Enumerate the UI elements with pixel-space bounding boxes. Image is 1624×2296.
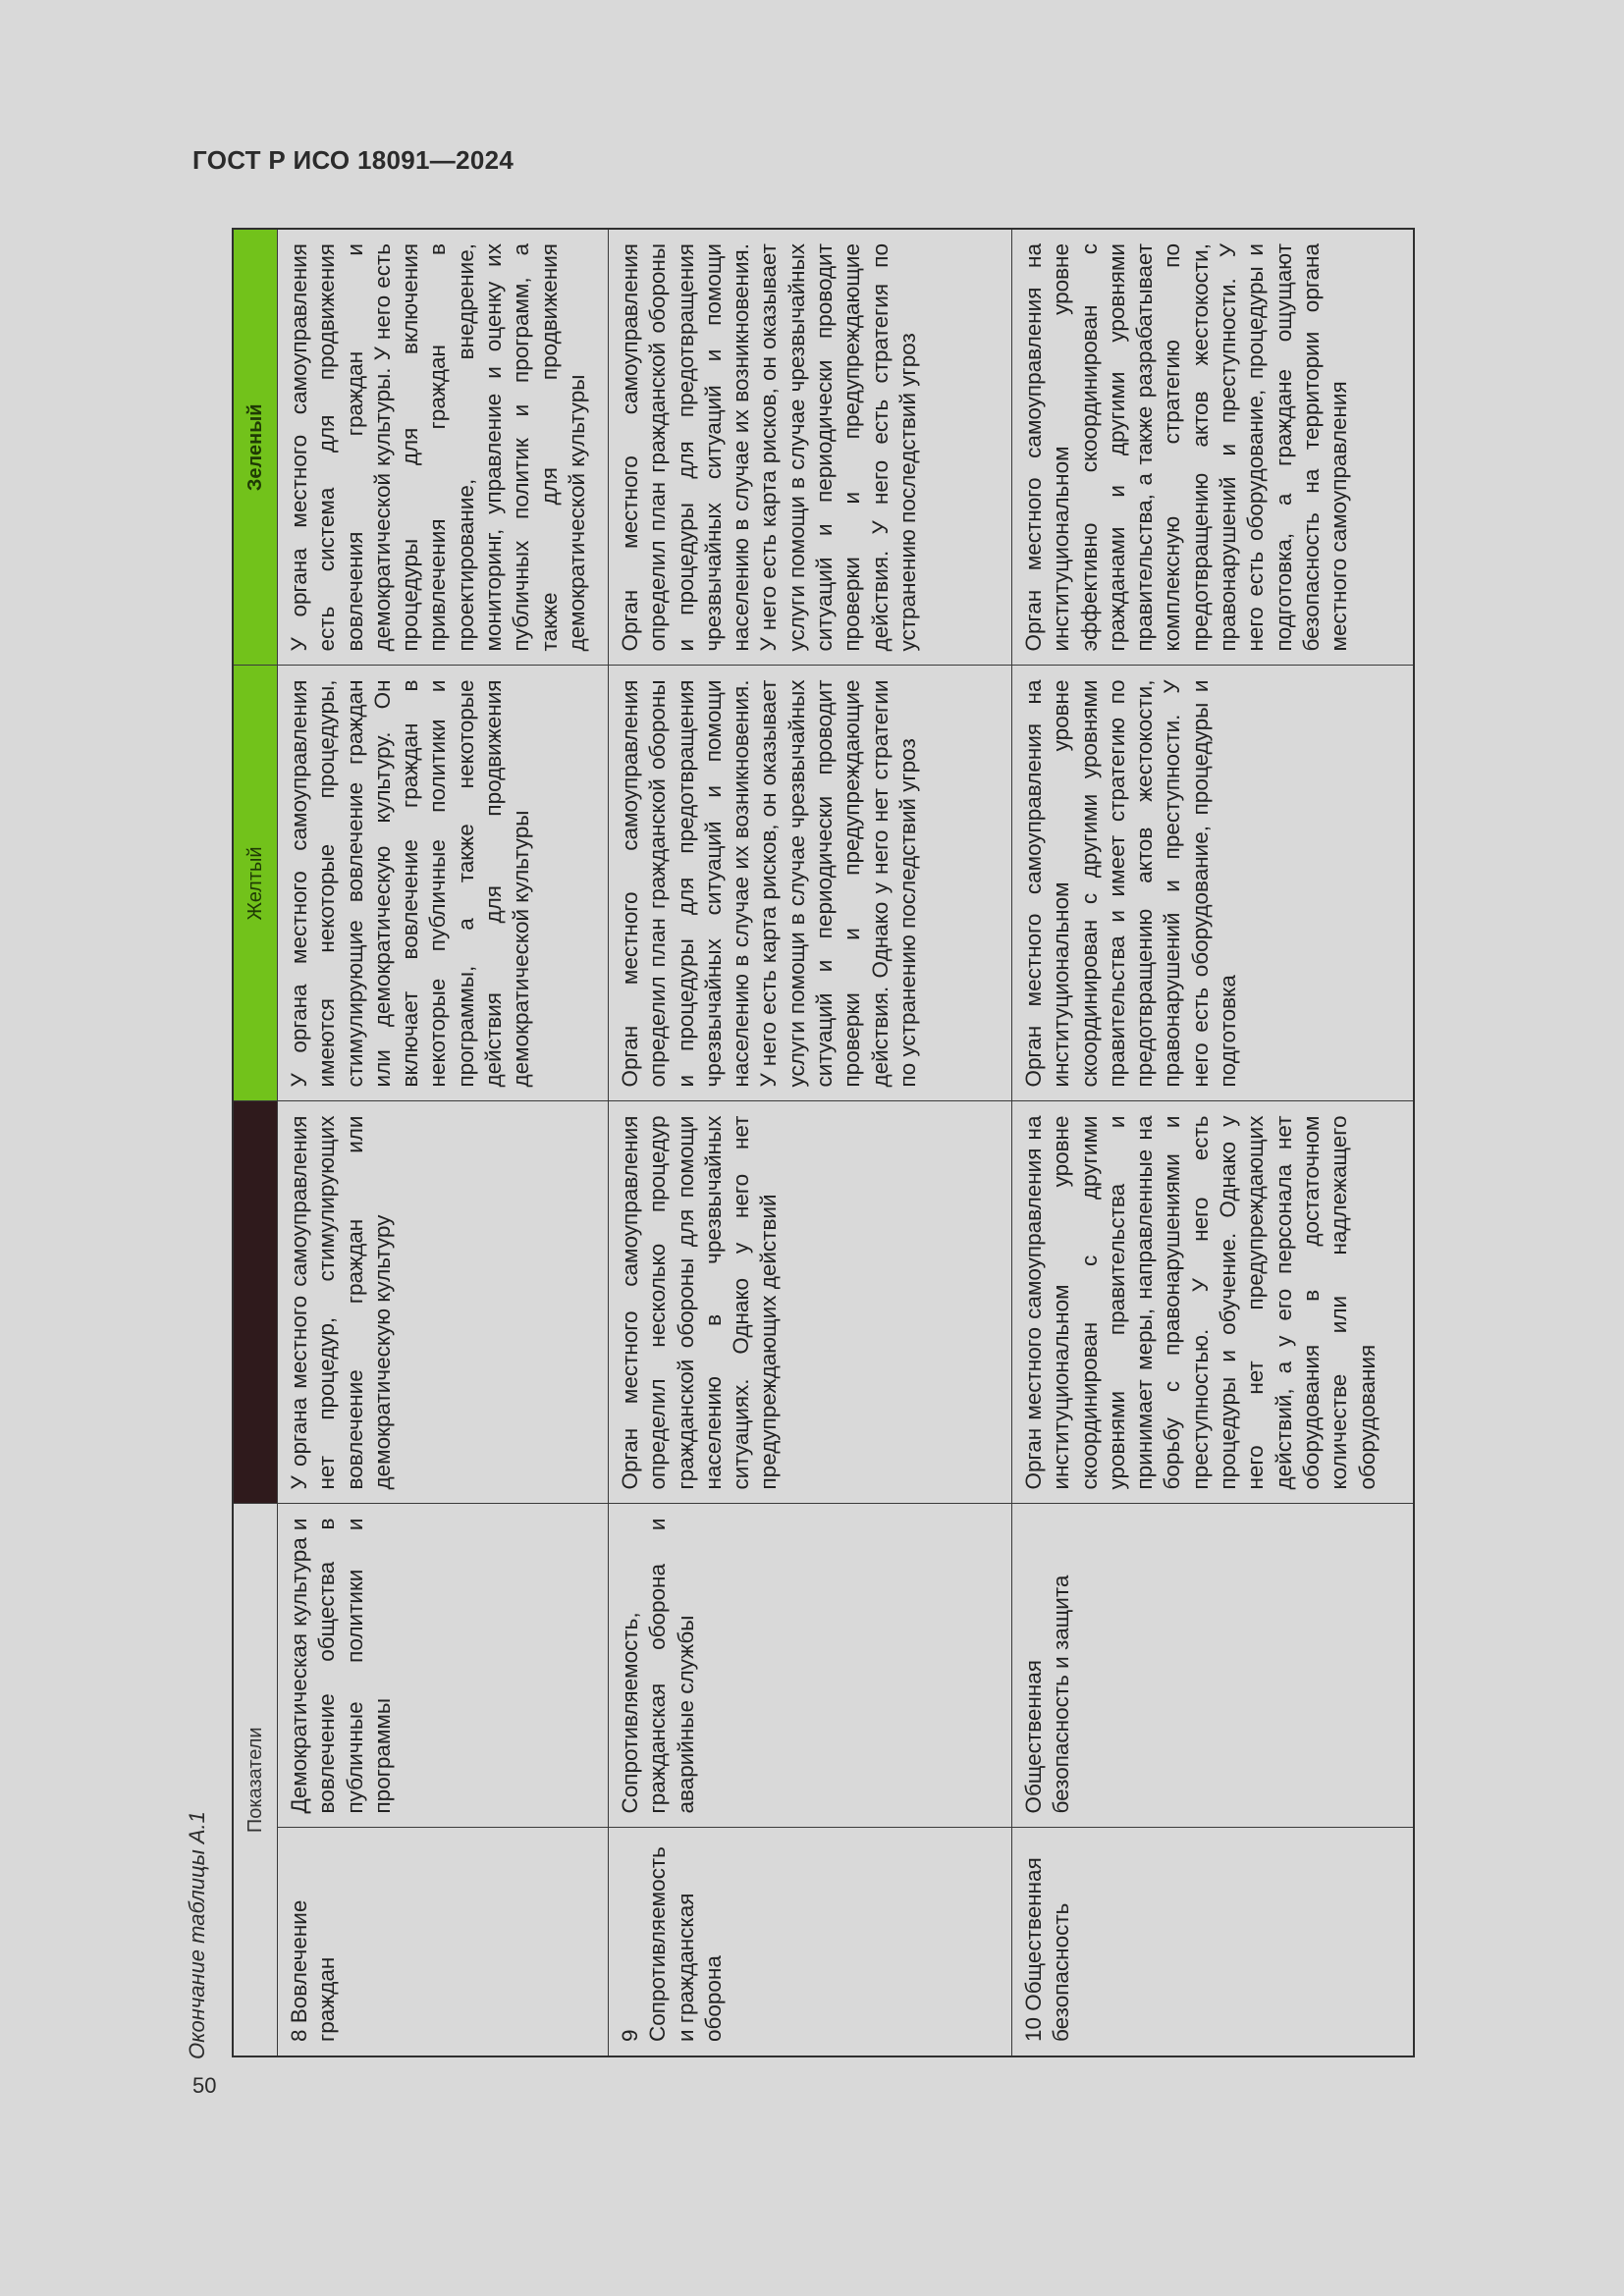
page-number: 50	[192, 2073, 217, 2098]
row-indicator: Общественная безопасность и защита	[1012, 1504, 1415, 1828]
table-header-row	[233, 229, 278, 2056]
row-dark-text: У органа местного самоуправления нет процедур, стимулирующих вовлечение граждан или демократическую культуру	[278, 1101, 609, 1504]
row-indicator: Сопротивляемость, гражданская оборона и аварийные службы	[609, 1504, 1012, 1828]
row-topic: 8 Вовлечение граждан	[278, 1828, 609, 2056]
header-dark-level	[233, 1101, 278, 1504]
row-dark-text: Орган местного самоуправления на институциональном уровне скоординирован с другими уровнями правительства и принимает меры, направленные на борьбу с правонарушениями и преступностью. У него есть процедуры и обучение. Однако у него нет предупреждающих действий, а у его персонала нет оборудования в достаточном количестве или надлежащего оборудования	[1012, 1101, 1415, 1504]
document-header: ГОСТ Р ИСО 18091—2024	[192, 145, 514, 175]
table-row	[1012, 229, 1415, 2056]
header-green-level: Зеленый	[233, 229, 278, 666]
table-caption: Окончание таблицы А.1	[185, 1811, 209, 2059]
indicators-table	[232, 228, 1415, 2057]
table-row	[278, 229, 609, 2056]
rotated-table-container	[232, 230, 1402, 2057]
header-yellow-level: Желтый	[233, 666, 278, 1101]
row-topic: 10 Общественная безопасность	[1012, 1828, 1415, 2056]
row-yellow-text: У органа местного самоуправления имеются некоторые процедуры, стимулирующие вовлечение граждан или демократическую культуру. Он включает вовлечение граждан в некоторые публичные политики и программы, а также некоторые действия для продвижения демократической культуры	[278, 666, 609, 1101]
header-indicators: Показатели	[233, 1504, 278, 2056]
row-green-text: Орган местного самоуправления определил план гражданской обороны и процедуры для предотвращения чрезвычайных ситуаций и помощи населению в случае их возникновения. У него есть карта рисков, он оказывает услуги помощи в случае чрезвычайных ситуаций и периодически проводит проверки и предупреждающие действия. У него есть стратегия по устранению последствий угроз	[609, 229, 1012, 666]
row-yellow-text: Орган местного самоуправления на институциональном уровне скоординирован с другими уровнями правительства и имеет стратегию по предотвращению актов жестокости, правонарушений и преступности. У него есть оборудование, процедуры и подготовка	[1012, 666, 1415, 1101]
row-green-text: У органа местного самоуправления есть система для продвижения вовлечения граждан и демократической культуры. У него есть процедуры для включения привлечения граждан в проектирование, внедрение, мониторинг, управление и оценку их публичных политик и программ, а также для продвижения демократической культуры	[278, 229, 609, 666]
table-row	[609, 229, 1012, 2056]
row-topic: 9 Сопротивляемость и гражданская оборона	[609, 1828, 1012, 2056]
row-green-text: Орган местного самоуправления на институциональном уровне эффективно скоординирован с гражданами и другими уровнями правительства, а также разрабатывает комплексную стратегию по предотвращению актов жестокости, правонарушений и преступности. У него есть оборудование, процедуры и подготовка, а граждане ощущают безопасность на территории органа местного самоуправления	[1012, 229, 1415, 666]
row-yellow-text: Орган местного самоуправления определил план гражданской обороны и процедуры для предотвращения чрезвычайных ситуаций и помощи населению в случае их возникновения. У него есть карта рисков, он оказывает услуги помощи в случае чрезвычайных ситуаций и периодически проводит проверки и предупреждающие действия. Однако у него нет стратегии по устранению последствий угроз	[609, 666, 1012, 1101]
row-indicator: Демократическая культура и вовлечение общества в публичные политики и программы	[278, 1504, 609, 1828]
row-dark-text: Орган местного самоуправления определил несколько процедур гражданской обороны для помощи населению в чрезвычайных ситуациях. Однако у него нет предупреждающих действий	[609, 1101, 1012, 1504]
